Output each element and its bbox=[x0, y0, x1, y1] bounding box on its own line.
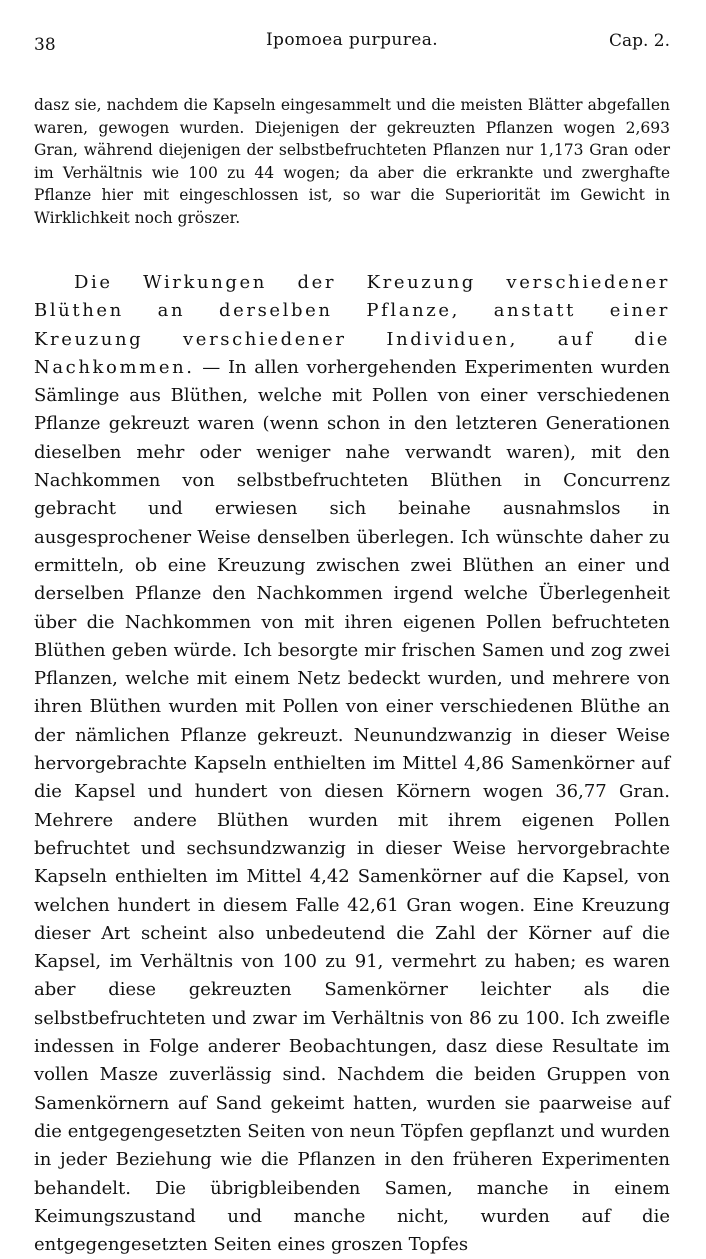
section-paragraph bbox=[34, 269, 670, 1259]
section-heading: Die Wirkungen der Kreuzung verschiedener Blüthen an derselben Pflanze, anstatt einer Kreuzung verschiedener Individuen, auf die Nachkommen. bbox=[34, 272, 670, 378]
running-title: Ipomoea purpurea. bbox=[265, 30, 439, 50]
section-text: In allen vorhergehenden Experimenten wurden Sämlinge aus Blüthen, welche mit Pollen von einer verschiedenen Pflanze gekreuzt waren (wenn schon in den letzteren Generationen dieselben mehr oder weniger nahe verwandt waren), mit den Nachkommen von selbstbefruchteten Blüthen in Concurrenz gebracht und erwiesen sich beinahe ausnahmslos in ausgesprochener Weise denselben überlegen. Ich wünschte daher zu ermitteln, ob eine Kreuzung zwischen zwei Blüthen an einer und derselben Pflanze den Nachkommen irgend welche Überlegenheit über die Nachkommen von mit ihren eigenen Pollen befruchteten Blüthen geben würde. Ich besorgte mir frischen Samen und zog zwei Pflanzen, welche mit einem Netz bedeckt wurden, und mehrere von ihren Blüthen wurden mit Pollen von einer verschiedenen Blüthe an der nämlichen Pflanze gekreuzt. Neunundzwanzig in dieser Weise hervorgebrachte Kapseln enthielten im Mittel 4,86 Samenkörner auf die Kapsel und hundert von diesen Körnern wogen 36,77 Gran. Mehrere andere Blüthen wurden mit ihrem eigenen Pollen befruchtet und sechsundzwanzig in dieser Weise hervorgebrachte Kapseln enthielten im Mittel 4,42 Samenkörner auf die Kapsel, von welchen hundert in diesem Falle 42,61 Gran wogen. Eine Kreuzung dieser Art scheint also unbedeutend die Zahl der Körner auf die Kapsel, im Verhältnis von 100 zu 91, vermehrt zu haben; es waren aber diese gekreuzten Samenkörner leichter als die selbstbefruchteten und zwar im Verhältnis von 86 zu 100. Ich zweifle indessen in Folge anderer Beobachtungen, dasz diese Resultate im vollen Masze zuverlässig sind. Nachdem die beiden Gruppen von Samenkörnern auf Sand gekeimt hatten, wurden sie paarweise auf die entgegengesetzten Seiten von neun Töpfen gepflanzt und wurden in jeder Beziehung wie die Pflanzen in den früheren Experimenten behandelt. Die übrigbleibenden Samen, manche in einem Keimungszustand und manche nicht, wurden auf die entgegengesetzten Seiten eines groszen Topfes bbox=[34, 356, 670, 1256]
running-header bbox=[34, 26, 670, 60]
continued-paragraph: dasz sie, nachdem die Kapseln eingesammelt und die meisten Blätter abgefallen waren, gewogen wurden. Diejenigen der gekreuzten Pflanzen wogen 2,693 Gran, während diejenigen der selbstbefruchteten Pflanzen nur 1,173 Gran oder im Verhältnis wie 100 zu 44 wogen; da aber die erkrankte und zwerghafte Pflanze hier mit eingeschlossen ist, so war die Superiorität im Gewicht in Wirklichkeit noch gröszer. bbox=[34, 96, 670, 227]
chapter-label: Cap. 2. bbox=[608, 31, 670, 51]
page-number: 38 bbox=[34, 35, 56, 55]
section-dash: — bbox=[194, 356, 228, 378]
